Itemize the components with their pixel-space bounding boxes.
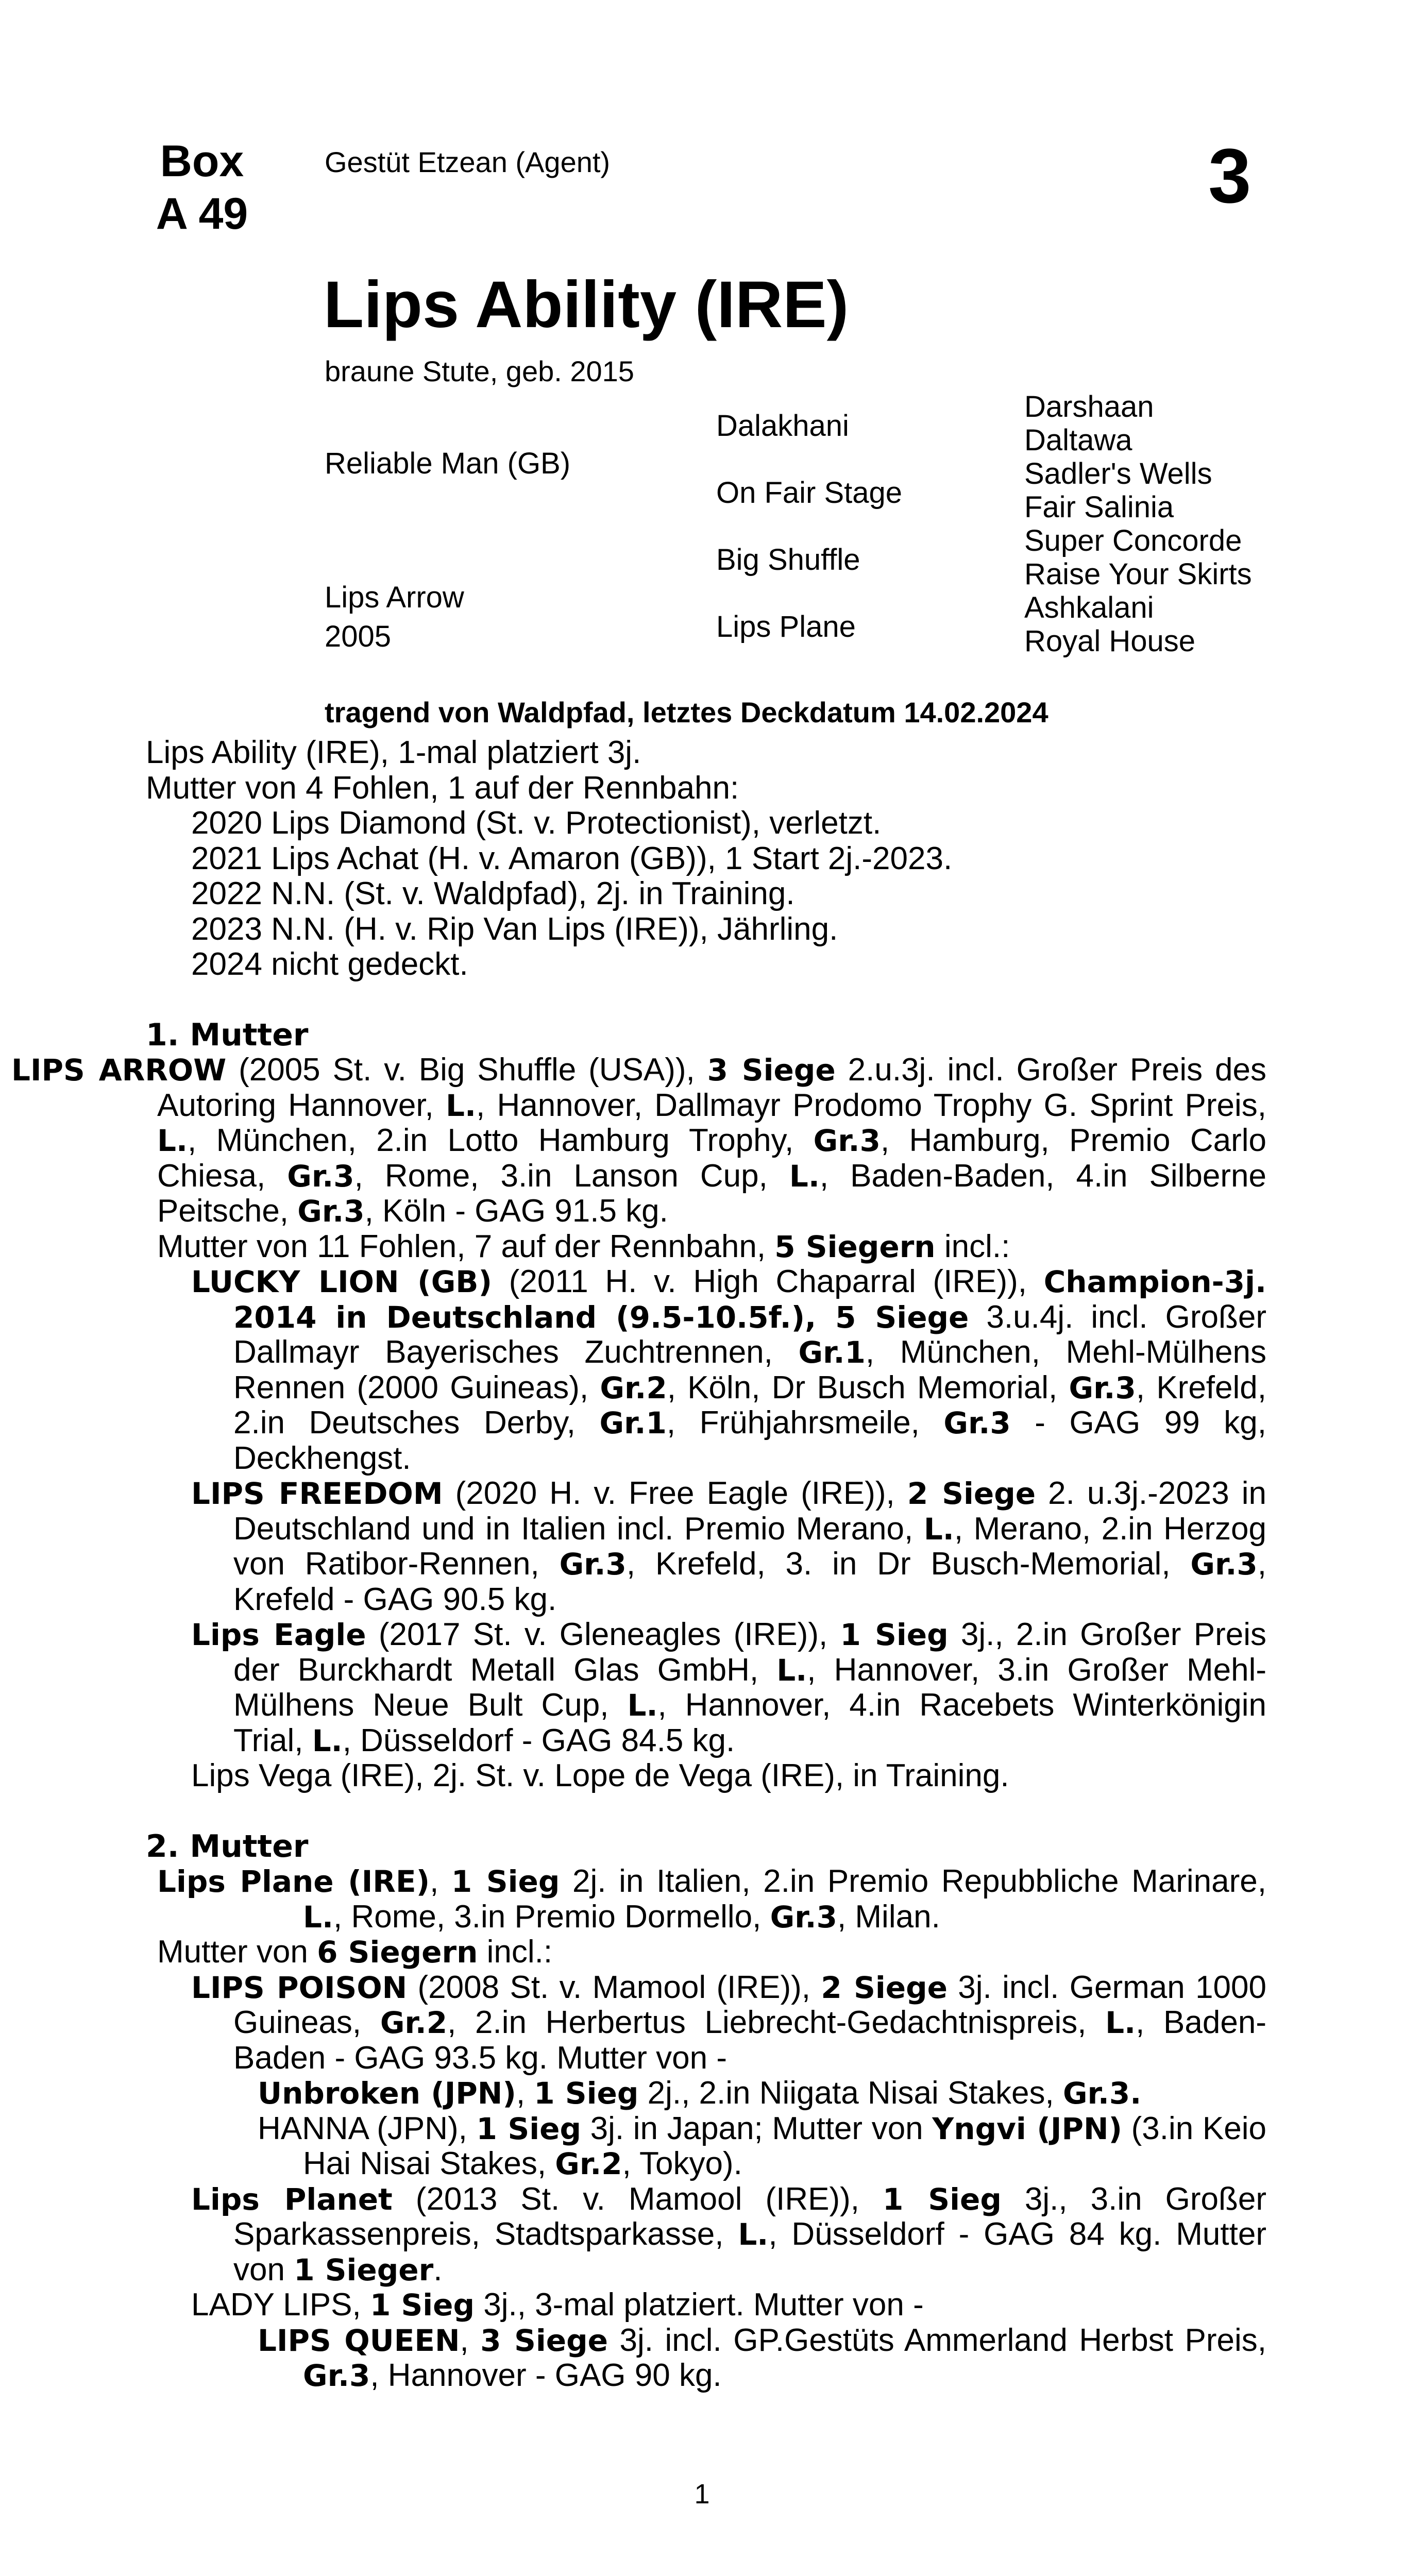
pedigree-great-grandparent: Ashkalani [1024,591,1154,624]
pedigree-dam-year: 2005 [325,620,392,653]
summary-line: Mutter von 4 Fohlen, 1 auf der Rennbahn: [146,770,739,806]
offspring-entry: LADY LIPS, 1 Sieg 3j., 3-mal platziert. Mutter von - [191,2287,924,2323]
foal-entry: 2022 N.N. (St. v. Waldpfad), 2j. in Training. [191,876,795,911]
pedigree-great-grandparent: Sadler's Wells [1024,457,1212,490]
grand-offspring-entry: Unbroken (JPN), 1 Sieg 2j., 2.in Niigata Nisai Stakes, Gr.3. [258,2075,1142,2111]
pedigree-grandsire: Lips Plane [716,610,856,643]
box-label-word: Box [160,137,244,186]
offspring-entry: Lips Planet (2013 St. v. Mamool (IRE)), 1 Sieg 3j., 3.in Großer Sparkassenpreis, Stadtsparkasse, L., Düsseldorf - GAG 84 kg. Mutter von 1 Sieger. [191,2181,1266,2287]
grand-offspring-entry: LIPS QUEEN, 3 Siege 3j. incl. GP.Gestüts Ammerland Herbst Preis, Gr.3, Hannover - GAG 90 kg. [258,2322,1266,2393]
offspring-entry: LUCKY LION (GB) (2011 H. v. High Chaparral (IRE)), Champion-3j. 2014 in Deutschland (9.5-10.5f.), 5 Siege 3.u.4j. incl. Großer Dallmayr Bayerisches Zuchtrennen, Gr.1, München, Mehl-Mülhens Rennen (2000 Guineas), Gr.2, Köln, Dr Busch Memorial, Gr.3, Krefeld, 2.in Deutsches Derby, Gr.1, Frühjahrsmeile, Gr.3 - GAG 99 kg, Deckhengst. [191,1264,1266,1476]
catalogue-text [11,735,1267,2394]
pedigree-dam: Lips Arrow [325,581,464,614]
pedigree-great-grandparent: Darshaan [1024,390,1154,423]
offspring-entry: LIPS FREEDOM (2020 H. v. Free Eagle (IRE)), 2 Siege 2. u.3j.-2023 in Deutschland und in Italien incl. Premio Merano, L., Merano, 2.in Herzog von Ratibor-Rennen, Gr.3, Krefeld, 3. in Dr Busch-Memorial, Gr.3, Krefeld - GAG 90.5 kg. [191,1476,1266,1617]
foal-entry: 2021 Lips Achat (H. v. Amaron (GB)), 1 Start 2j.-2023. [191,840,953,876]
first-dam-entry: LIPS ARROW (2005 St. v. Big Shuffle (USA)), 3 Siege 2.u.3j. incl. Großer Preis des Autoring Hannover, L., Hannover, Dallmayr Prodomo Trophy G. Sprint Preis, L., München, 2.in Lotto Hamburg Trophy, Gr.3, Hamburg, Premio Carlo Chiesa, Gr.3, Rome, 3.in Lanson Cup, L., Baden-Baden, 4.in Silberne Peitsche, Gr.3, Köln - GAG 91.5 kg. [11,1052,1267,1229]
first-dam-heading: 1. Mutter [146,1016,309,1053]
pedigree-grandsire: Big Shuffle [716,543,860,577]
foal-entry: 2020 Lips Diamond (St. v. Protectionist), verletzt. [191,805,882,841]
summary-line: Lips Ability (IRE), 1-mal platziert 3j. [146,735,641,770]
pedigree-great-grandparent: Daltawa [1024,423,1132,457]
pedigree-great-grandparent: Raise Your Skirts [1024,557,1252,591]
pedigree-grandsire: Dalakhani [716,409,849,443]
pregnancy-status: tragend von Waldpfad, letztes Deckdatum 14.02.2024 [325,696,1048,728]
pedigree-sire: Reliable Man (GB) [325,447,571,480]
page-number: 1 [694,2479,710,2510]
offspring-entry: LIPS POISON (2008 St. v. Mamool (IRE)), 2 Siege 3j. incl. German 1000 Guineas, Gr.2, 2.in Herbertus Liebrecht-Gedachtnispreis, L., Baden-Baden - GAG 93.5 kg. Mutter von - [191,1969,1266,2076]
pedigree-grandsire: On Fair Stage [716,476,903,510]
pedigree-great-grandparent: Super Concorde [1024,524,1242,557]
box-number: A 49 [156,189,248,239]
dam-name: LIPS ARROW [11,1053,227,1088]
second-dam-heading: 2. Mutter [146,1828,309,1865]
foal-entry: 2024 nicht gedeckt. [191,946,468,982]
seller-name: Gestüt Etzean (Agent) [325,146,611,178]
pedigree-great-grandparent: Fair Salinia [1024,490,1174,524]
foal-entry: 2023 N.N. (H. v. Rip Van Lips (IRE)), Jährling. [191,911,838,947]
pedigree-great-grandparent: Royal House [1024,624,1196,658]
grand-offspring-entry: HANNA (JPN), 1 Sieg 3j. in Japan; Mutter von Yngvi (JPN) (3.in Keio Hai Nisai Stakes, Gr.2, Tokyo). [258,2110,1266,2181]
offspring-entry: Lips Eagle (2017 St. v. Gleneagles (IRE)), 1 Sieg 3j., 2.in Großer Preis der Burckhardt Metall Glas GmbH, L., Hannover, 3.in Großer Mehl-Mülhens Neue Bult Cup, L., Hannover, 4.in Racebets Winterkönigin Trial, L., Düsseldorf - GAG 84.5 kg. [191,1617,1266,1758]
second-dam-entry: Lips Plane (IRE), 1 Sieg 2j. in Italien, 2.in Premio Repubbliche Marinare, L., Rome, 3.in Premio Dormello, Gr.3, Milan. [157,1863,1266,1935]
box-label [135,135,269,240]
lot-number: 3 [1208,132,1251,219]
produce-line: Mutter von 11 Fohlen, 7 auf der Rennbahn, 5 Siegern incl.: [157,1228,1010,1264]
offspring-entry: Lips Vega (IRE), 2j. St. v. Lope de Vega (IRE), in Training. [191,1758,1009,1793]
horse-description: braune Stute, geb. 2015 [325,355,634,387]
produce-line: Mutter von 6 Siegern incl.: [157,1934,553,1970]
horse-name: Lips Ability (IRE) [324,268,849,342]
